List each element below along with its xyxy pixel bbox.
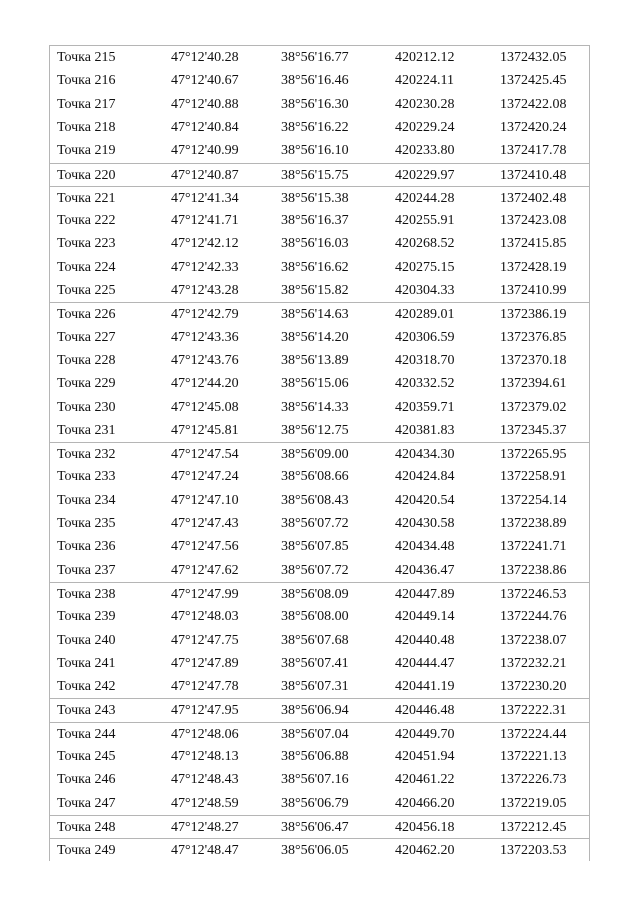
latitude-value: 47°12'45.08 bbox=[171, 399, 239, 415]
y-coordinate-value: 1372376.85 bbox=[500, 329, 567, 345]
table-row bbox=[50, 93, 589, 116]
y-coordinate-value: 1372425.45 bbox=[500, 73, 567, 89]
point-label: Точка 229 bbox=[57, 376, 116, 392]
longitude-value: 38°56'12.75 bbox=[281, 422, 349, 438]
latitude-value: 47°12'48.03 bbox=[171, 609, 239, 625]
table-row bbox=[50, 489, 589, 512]
x-coordinate-value: 420420.54 bbox=[395, 492, 455, 508]
x-coordinate-value: 420449.14 bbox=[395, 609, 455, 625]
point-label: Точка 219 bbox=[57, 143, 116, 159]
longitude-value: 38°56'08.43 bbox=[281, 492, 349, 508]
longitude-value: 38°56'16.03 bbox=[281, 236, 349, 252]
y-coordinate-value: 1372238.89 bbox=[500, 516, 567, 531]
point-label: Точка 223 bbox=[57, 236, 116, 252]
latitude-value: 47°12'47.56 bbox=[171, 539, 239, 555]
x-coordinate-value: 420255.91 bbox=[395, 213, 455, 229]
latitude-value: 47°12'48.47 bbox=[171, 843, 239, 859]
x-coordinate-value: 420318.70 bbox=[395, 352, 455, 368]
y-coordinate-value: 1372246.53 bbox=[500, 586, 567, 602]
y-coordinate-value: 1372345.37 bbox=[500, 422, 567, 438]
y-coordinate-value: 1372415.85 bbox=[500, 236, 567, 252]
longitude-value: 38°56'16.62 bbox=[281, 259, 349, 275]
x-coordinate-value: 420440.48 bbox=[395, 632, 455, 648]
x-coordinate-value: 420381.83 bbox=[395, 422, 455, 438]
longitude-value: 38°56'16.30 bbox=[281, 96, 349, 112]
x-coordinate-value: 420224.11 bbox=[395, 73, 454, 89]
table-row bbox=[50, 279, 589, 302]
point-label: Точка 226 bbox=[57, 307, 116, 323]
point-label: Точка 237 bbox=[57, 562, 116, 578]
point-label: Точка 234 bbox=[57, 492, 116, 508]
y-coordinate-value: 1372238.07 bbox=[500, 632, 567, 648]
y-coordinate-value: 1372226.73 bbox=[500, 772, 567, 788]
longitude-value: 38°56'09.00 bbox=[281, 447, 349, 463]
y-coordinate-value: 1372386.19 bbox=[500, 307, 567, 323]
x-coordinate-value: 420212.12 bbox=[395, 50, 455, 65]
y-coordinate-value: 1372212.45 bbox=[500, 819, 567, 835]
table-row bbox=[50, 256, 589, 279]
x-coordinate-value: 420289.01 bbox=[395, 307, 455, 323]
y-coordinate-value: 1372417.78 bbox=[500, 143, 567, 159]
longitude-value: 38°56'07.72 bbox=[281, 562, 349, 578]
longitude-value: 38°56'07.72 bbox=[281, 516, 349, 531]
x-coordinate-value: 420461.22 bbox=[395, 772, 455, 788]
table-row bbox=[50, 582, 589, 605]
point-label: Точка 227 bbox=[57, 329, 116, 345]
point-label: Точка 245 bbox=[57, 749, 116, 764]
y-coordinate-value: 1372232.21 bbox=[500, 655, 567, 671]
latitude-value: 47°12'40.87 bbox=[171, 167, 239, 183]
table-row bbox=[50, 675, 589, 698]
x-coordinate-value: 420332.52 bbox=[395, 376, 455, 392]
latitude-value: 47°12'47.24 bbox=[171, 469, 239, 485]
point-label: Точка 238 bbox=[57, 586, 116, 602]
x-coordinate-value: 420447.89 bbox=[395, 586, 455, 602]
point-label: Точка 228 bbox=[57, 352, 116, 368]
latitude-value: 47°12'42.12 bbox=[171, 236, 239, 252]
point-label: Точка 230 bbox=[57, 399, 116, 415]
x-coordinate-value: 420449.70 bbox=[395, 726, 455, 742]
point-label: Точка 216 bbox=[57, 73, 116, 89]
longitude-value: 38°56'07.16 bbox=[281, 772, 349, 788]
latitude-value: 47°12'41.71 bbox=[171, 213, 239, 229]
x-coordinate-value: 420229.97 bbox=[395, 167, 455, 183]
point-label: Точка 249 bbox=[57, 843, 116, 859]
point-label: Точка 225 bbox=[57, 283, 116, 298]
y-coordinate-value: 1372258.91 bbox=[500, 469, 567, 485]
y-coordinate-value: 1372241.71 bbox=[500, 539, 567, 555]
longitude-value: 38°56'16.46 bbox=[281, 73, 349, 89]
y-coordinate-value: 1372221.13 bbox=[500, 749, 567, 764]
table-row bbox=[50, 326, 589, 349]
latitude-value: 47°12'47.62 bbox=[171, 562, 239, 578]
x-coordinate-value: 420306.59 bbox=[395, 329, 455, 345]
table-row bbox=[50, 69, 589, 92]
latitude-value: 47°12'45.81 bbox=[171, 422, 239, 438]
latitude-value: 47°12'43.76 bbox=[171, 352, 239, 368]
longitude-value: 38°56'08.09 bbox=[281, 586, 349, 602]
table-row bbox=[50, 535, 589, 558]
point-label: Точка 246 bbox=[57, 772, 116, 788]
point-label: Точка 247 bbox=[57, 795, 116, 811]
latitude-value: 47°12'47.95 bbox=[171, 703, 239, 719]
point-label: Точка 248 bbox=[57, 819, 116, 835]
latitude-value: 47°12'47.75 bbox=[171, 632, 239, 648]
y-coordinate-value: 1372402.48 bbox=[500, 190, 567, 206]
point-label: Точка 224 bbox=[57, 259, 116, 275]
y-coordinate-value: 1372238.86 bbox=[500, 562, 567, 578]
y-coordinate-value: 1372224.44 bbox=[500, 726, 567, 742]
point-label: Точка 239 bbox=[57, 609, 116, 625]
longitude-value: 38°56'16.37 bbox=[281, 213, 349, 229]
longitude-value: 38°56'07.04 bbox=[281, 726, 349, 742]
latitude-value: 47°12'47.10 bbox=[171, 492, 239, 508]
point-label: Точка 220 bbox=[57, 167, 116, 183]
point-label: Точка 244 bbox=[57, 726, 116, 742]
table-row bbox=[50, 302, 589, 325]
table-row bbox=[50, 186, 589, 209]
longitude-value: 38°56'07.31 bbox=[281, 679, 349, 695]
latitude-value: 47°12'47.43 bbox=[171, 516, 239, 531]
x-coordinate-value: 420244.28 bbox=[395, 190, 455, 206]
longitude-value: 38°56'14.20 bbox=[281, 329, 349, 345]
latitude-value: 47°12'47.89 bbox=[171, 655, 239, 671]
latitude-value: 47°12'42.33 bbox=[171, 259, 239, 275]
table-row bbox=[50, 372, 589, 395]
table-row bbox=[50, 139, 589, 162]
latitude-value: 47°12'40.99 bbox=[171, 143, 239, 159]
latitude-value: 47°12'48.59 bbox=[171, 795, 239, 811]
longitude-value: 38°56'14.33 bbox=[281, 399, 349, 415]
longitude-value: 38°56'06.05 bbox=[281, 843, 349, 859]
table-row bbox=[50, 652, 589, 675]
y-coordinate-value: 1372420.24 bbox=[500, 119, 567, 135]
table-row bbox=[50, 209, 589, 232]
table-row bbox=[50, 698, 589, 721]
point-label: Точка 233 bbox=[57, 469, 116, 485]
x-coordinate-value: 420434.30 bbox=[395, 447, 455, 463]
point-label: Точка 243 bbox=[57, 703, 116, 719]
x-coordinate-value: 420275.15 bbox=[395, 259, 455, 275]
y-coordinate-value: 1372370.18 bbox=[500, 352, 567, 368]
x-coordinate-value: 420230.28 bbox=[395, 96, 455, 112]
table-row bbox=[50, 396, 589, 419]
table-row bbox=[50, 838, 589, 861]
latitude-value: 47°12'47.54 bbox=[171, 447, 239, 463]
latitude-value: 47°12'48.06 bbox=[171, 726, 239, 742]
table-row bbox=[50, 792, 589, 815]
y-coordinate-value: 1372244.76 bbox=[500, 609, 567, 625]
y-coordinate-value: 1372410.48 bbox=[500, 167, 567, 183]
table-row bbox=[50, 46, 589, 69]
x-coordinate-value: 420456.18 bbox=[395, 819, 455, 835]
point-label: Точка 215 bbox=[57, 50, 116, 65]
longitude-value: 38°56'15.06 bbox=[281, 376, 349, 392]
table-row bbox=[50, 419, 589, 442]
x-coordinate-value: 420451.94 bbox=[395, 749, 455, 764]
x-coordinate-value: 420233.80 bbox=[395, 143, 455, 159]
point-label: Точка 241 bbox=[57, 655, 116, 671]
longitude-value: 38°56'15.82 bbox=[281, 283, 349, 298]
latitude-value: 47°12'47.78 bbox=[171, 679, 239, 695]
point-label: Точка 218 bbox=[57, 119, 116, 135]
table-row bbox=[50, 163, 589, 186]
point-label: Точка 221 bbox=[57, 190, 116, 206]
y-coordinate-value: 1372222.31 bbox=[500, 703, 567, 719]
latitude-value: 47°12'40.67 bbox=[171, 73, 239, 89]
y-coordinate-value: 1372432.05 bbox=[500, 50, 567, 65]
y-coordinate-value: 1372379.02 bbox=[500, 399, 567, 415]
y-coordinate-value: 1372428.19 bbox=[500, 259, 567, 275]
latitude-value: 47°12'43.28 bbox=[171, 283, 239, 298]
longitude-value: 38°56'15.75 bbox=[281, 167, 349, 183]
x-coordinate-value: 420441.19 bbox=[395, 679, 455, 695]
table-row bbox=[50, 745, 589, 768]
latitude-value: 47°12'40.88 bbox=[171, 96, 239, 112]
x-coordinate-value: 420446.48 bbox=[395, 703, 455, 719]
latitude-value: 47°12'47.99 bbox=[171, 586, 239, 602]
y-coordinate-value: 1372394.61 bbox=[500, 376, 567, 392]
point-label: Точка 236 bbox=[57, 539, 116, 555]
longitude-value: 38°56'07.68 bbox=[281, 632, 349, 648]
longitude-value: 38°56'16.10 bbox=[281, 143, 349, 159]
x-coordinate-value: 420424.84 bbox=[395, 469, 455, 485]
latitude-value: 47°12'40.84 bbox=[171, 119, 239, 135]
latitude-value: 47°12'48.27 bbox=[171, 819, 239, 835]
x-coordinate-value: 420434.48 bbox=[395, 539, 455, 555]
longitude-value: 38°56'06.94 bbox=[281, 703, 349, 719]
point-label: Точка 222 bbox=[57, 213, 116, 229]
x-coordinate-value: 420436.47 bbox=[395, 562, 455, 578]
x-coordinate-value: 420466.20 bbox=[395, 795, 455, 811]
longitude-value: 38°56'08.66 bbox=[281, 469, 349, 485]
longitude-value: 38°56'16.77 bbox=[281, 50, 349, 65]
y-coordinate-value: 1372422.08 bbox=[500, 96, 567, 112]
table-row bbox=[50, 815, 589, 838]
longitude-value: 38°56'15.38 bbox=[281, 190, 349, 206]
latitude-value: 47°12'44.20 bbox=[171, 376, 239, 392]
x-coordinate-value: 420229.24 bbox=[395, 119, 455, 135]
point-label: Точка 242 bbox=[57, 679, 116, 695]
y-coordinate-value: 1372265.95 bbox=[500, 447, 567, 463]
point-label: Точка 240 bbox=[57, 632, 116, 648]
latitude-value: 47°12'41.34 bbox=[171, 190, 239, 206]
longitude-value: 38°56'06.79 bbox=[281, 795, 349, 811]
longitude-value: 38°56'16.22 bbox=[281, 119, 349, 135]
y-coordinate-value: 1372203.53 bbox=[500, 843, 567, 859]
x-coordinate-value: 420462.20 bbox=[395, 843, 455, 859]
point-label: Точка 217 bbox=[57, 96, 116, 112]
table-row bbox=[50, 512, 589, 535]
latitude-value: 47°12'40.28 bbox=[171, 50, 239, 65]
latitude-value: 47°12'42.79 bbox=[171, 307, 239, 323]
longitude-value: 38°56'07.85 bbox=[281, 539, 349, 555]
table-row bbox=[50, 349, 589, 372]
longitude-value: 38°56'08.00 bbox=[281, 609, 349, 625]
table-row bbox=[50, 629, 589, 652]
point-label: Точка 235 bbox=[57, 516, 116, 531]
latitude-value: 47°12'48.13 bbox=[171, 749, 239, 764]
latitude-value: 47°12'43.36 bbox=[171, 329, 239, 345]
y-coordinate-value: 1372219.05 bbox=[500, 795, 567, 811]
longitude-value: 38°56'07.41 bbox=[281, 655, 349, 671]
y-coordinate-value: 1372423.08 bbox=[500, 213, 567, 229]
longitude-value: 38°56'14.63 bbox=[281, 307, 349, 323]
x-coordinate-value: 420430.58 bbox=[395, 516, 455, 531]
x-coordinate-value: 420268.52 bbox=[395, 236, 455, 252]
x-coordinate-value: 420304.33 bbox=[395, 283, 455, 298]
table-row bbox=[50, 722, 589, 745]
table-row bbox=[50, 442, 589, 465]
latitude-value: 47°12'48.43 bbox=[171, 772, 239, 788]
point-label: Точка 231 bbox=[57, 422, 116, 438]
table-row bbox=[50, 605, 589, 628]
table-row bbox=[50, 465, 589, 488]
x-coordinate-value: 420359.71 bbox=[395, 399, 455, 415]
table-row bbox=[50, 116, 589, 139]
y-coordinate-value: 1372230.20 bbox=[500, 679, 567, 695]
table-row bbox=[50, 232, 589, 255]
y-coordinate-value: 1372254.14 bbox=[500, 492, 567, 508]
longitude-value: 38°56'13.89 bbox=[281, 352, 349, 368]
table-row bbox=[50, 768, 589, 791]
coordinates-table bbox=[49, 45, 590, 861]
table-row bbox=[50, 559, 589, 582]
point-label: Точка 232 bbox=[57, 447, 116, 463]
longitude-value: 38°56'06.88 bbox=[281, 749, 349, 764]
x-coordinate-value: 420444.47 bbox=[395, 655, 455, 671]
y-coordinate-value: 1372410.99 bbox=[500, 283, 567, 298]
longitude-value: 38°56'06.47 bbox=[281, 819, 349, 835]
